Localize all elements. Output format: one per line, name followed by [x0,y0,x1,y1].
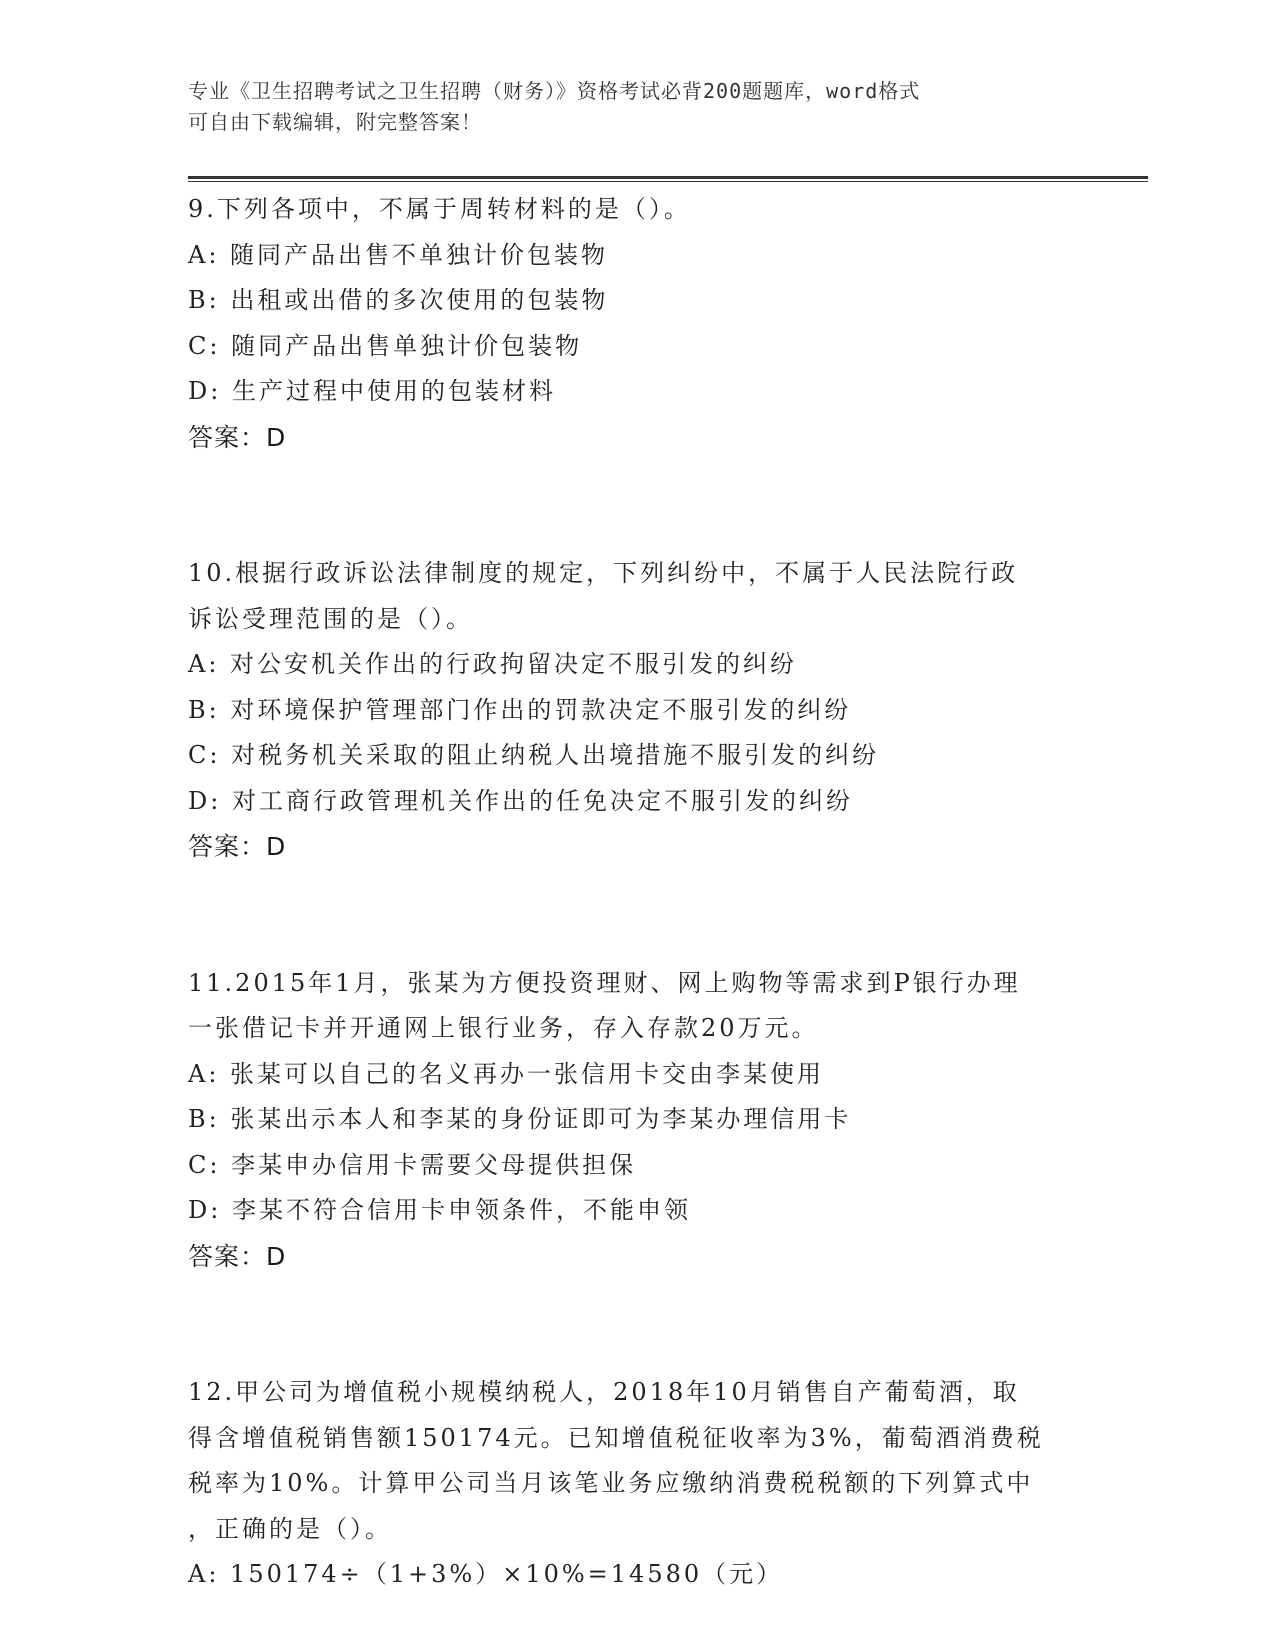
header-line-1: 专业《卫生招聘考试之卫生招聘（财务）》资格考试必背200题题库，word格式 [188,79,921,103]
option-b: B: 对环境保护管理部门作出的罚款决定不服引发的纠纷 [188,695,852,724]
spacer [188,1279,1088,1370]
question-stem: 9.下列各项中，不属于周转材料的是（）。 [188,195,691,223]
answer-label: 答案：D [188,422,287,452]
question-stem: 诉讼受理范围的是（）。 [188,604,473,633]
question-stem: 一张借记卡并开通网上银行业务，存入存款20万元。 [188,1014,819,1042]
option-d: D: 对工商行政管理机关作出的任免决定不服引发的纠纷 [188,786,853,815]
question-stem: 得含增值税销售额150174元。已知增值税征收率为3%，葡萄酒消费税 [188,1423,1044,1452]
option-c: C: 对税务机关采取的阻止纳税人出境措施不服引发的纠纷 [188,741,880,769]
header-divider-thick [188,176,1148,179]
option-b: B: 张某出示本人和李某的身份证即可为李某办理信用卡 [188,1105,852,1133]
option-b: B: 出租或出借的多次使用的包装物 [188,286,609,314]
spacer [188,870,1088,961]
answer-label: 答案：D [188,1241,287,1271]
question-stem: 10.根据行政诉讼法律制度的规定，下列纠纷中，不属于人民法院行政 [188,559,1019,587]
option-c: C: 李某申办信用卡需要父母提供担保 [188,1150,637,1179]
option-c: C: 随同产品出售单独计价包装物 [188,331,583,360]
question-stem: 11.2015年1月，张某为方便投资理财、网上购物等需求到P银行办理 [188,968,1021,997]
option-a: A: 随同产品出售不单独计价包装物 [188,240,609,269]
option-a: A: 150174÷（1+3%）×10%=14580（元） [188,1560,784,1588]
question-block [188,187,1088,460]
question-block [188,1370,1088,1598]
option-d: D: 李某不符合信用卡申领条件，不能申领 [188,1196,691,1224]
document-header [188,76,1068,138]
question-list [188,187,1088,1598]
question-stem: ，正确的是（）。 [188,1514,392,1543]
option-a: A: 张某可以自己的名义再办一张信用卡交由李某使用 [188,1059,825,1088]
question-block [188,961,1088,1280]
spacer [188,460,1088,551]
answer-label: 答案：D [188,832,287,861]
question-stem: 12.甲公司为增值税小规模纳税人，2018年10月销售自产葡萄酒，取 [188,1378,1020,1406]
header-line-2: 可自由下载编辑，附完整答案！ [188,110,482,134]
option-d: D: 生产过程中使用的包装材料 [188,377,556,405]
header-divider-thin [188,181,1148,182]
question-block [188,551,1088,870]
option-a: A: 对公安机关作出的行政拘留决定不服引发的纠纷 [188,650,798,678]
question-stem: 税率为10%。计算甲公司当月该笔业务应缴纳消费税税额的下列算式中 [188,1469,1034,1497]
